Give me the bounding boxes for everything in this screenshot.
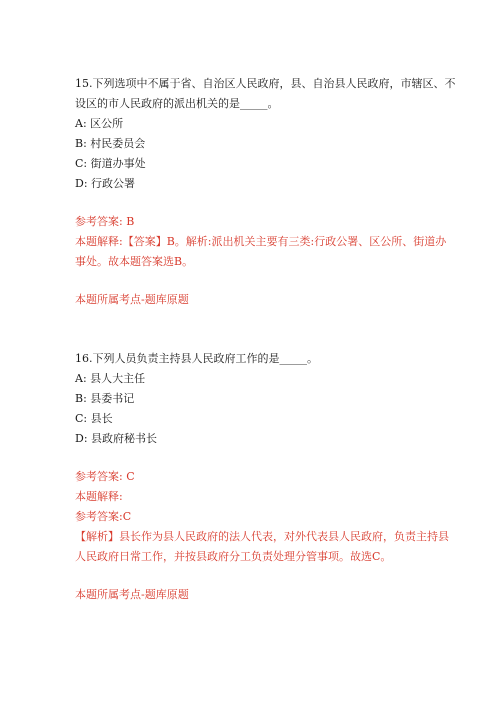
q16-option-a: A: 县人大主任 [75,372,146,385]
q15-analysis-line1: 本题解释:【答案】B。解析:派出机关主要有三类:行政公署、区公所、街道办 [75,235,447,248]
q16-option-c: C: 县长 [75,412,113,425]
q16-option-d: D: 县政府秘书长 [75,432,158,445]
q16-analysis-line1: 【解析】县长作为县人民政府的法人代表，对外代表县人民政府，负责主持县 [75,530,449,543]
q15-analysis-line2: 事处。故本题答案选B。 [75,255,194,268]
q16-analysis-label: 本题解释: [75,490,123,503]
q16-answer-repeat: 参考答案:C [75,510,132,523]
q16-answer: 参考答案: C [75,470,135,483]
q16-option-b: B: 县委书记 [75,392,135,405]
q15-option-d: D: 行政公署 [75,177,136,190]
q15-stem-line1: 15.下列选项中不属于省、自治区人民政府，县、自治县人民政府，市辖区、不 [75,77,456,90]
q15-answer: 参考答案: B [75,215,135,228]
q16-source: 本题所属考点-题库原题 [75,588,189,601]
q15-stem-line2: 设区的市人民政府的派出机关的是_____。 [75,97,279,110]
q15-option-b: B: 村民委员会 [75,137,146,150]
q15-option-c: C: 街道办事处 [75,157,146,170]
q16-stem: 16.下列人员负责主持县人民政府工作的是_____。 [75,352,318,365]
q16-analysis-line2: 人民政府日常工作，并按县政府分工负责处理分管事项。故选C。 [75,550,392,563]
q15-option-a: A: 区公所 [75,117,124,130]
q15-source: 本题所属考点-题库原题 [75,293,189,306]
